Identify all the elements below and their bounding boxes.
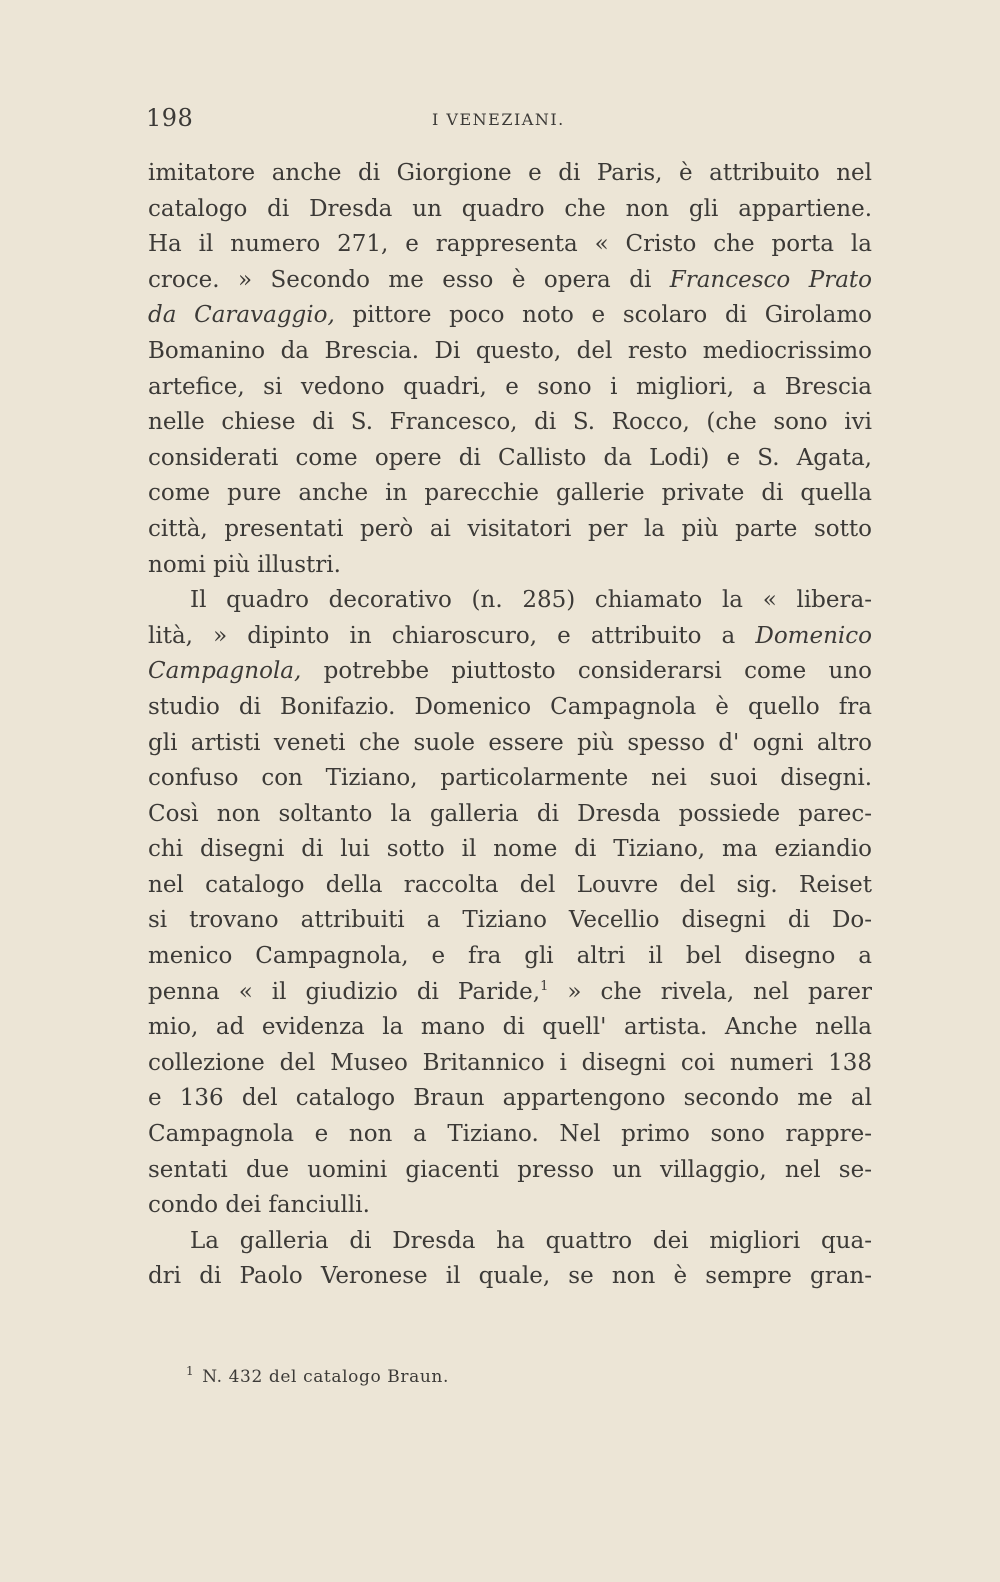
text-line: considerati come opere di Callisto da Lodi) e S. Agata,	[148, 444, 872, 471]
text-line: Ha il numero 271, e rappresenta « Cristo che porta la	[148, 231, 872, 258]
italic-name: da Caravaggio,	[148, 302, 335, 329]
italic-name: Francesco Prato	[669, 266, 872, 293]
footnote-mark: 1	[186, 1364, 195, 1378]
text-line: nomi più illustri.	[148, 551, 341, 578]
text-fragment: » che rivela, nel parer	[548, 978, 872, 1005]
footnote	[186, 1364, 449, 1387]
text-line: catalogo di Dresda un quadro che non gli appartiene.	[148, 195, 872, 222]
text-line: città, presentati però ai visitatori per la più parte sotto	[148, 515, 872, 542]
text-line: collezione del Museo Britannico i disegni coi numeri 138	[148, 1049, 872, 1076]
text-line: Bomanino da Brescia. Di questo, del resto mediocrissimo	[148, 337, 872, 364]
text-line: Campagnola e non a Tiziano. Nel primo sono rappre-	[148, 1121, 872, 1148]
text-line: mio, ad evidenza la mano di quell' artista. Anche nella	[148, 1014, 872, 1041]
text-line	[148, 975, 872, 1011]
text-line: confuso con Tiziano, particolarmente nei suoi disegni.	[148, 765, 872, 792]
text-line: La galleria di Dresda ha quattro dei migliori qua-	[190, 1227, 872, 1254]
italic-name: Campagnola,	[148, 658, 302, 685]
text-line: come pure anche in parecchie gallerie private di quella	[148, 480, 872, 507]
text-line	[148, 298, 872, 334]
text-line: chi disegni di lui sotto il nome di Tiziano, ma eziandio	[148, 836, 872, 863]
text-line	[148, 619, 872, 655]
text-line	[148, 654, 872, 690]
text-fragment: penna « il giudizio di Paride,	[148, 978, 541, 1005]
text-line: nelle chiese di S. Francesco, di S. Rocco, (che sono ivi	[148, 409, 872, 436]
text-line: artefice, si vedono quadri, e sono i migliori, a Brescia	[148, 373, 872, 400]
page-header	[146, 100, 872, 140]
text-line	[148, 263, 872, 299]
text-fragment: croce. » Secondo me esso è opera di	[148, 266, 670, 293]
text-line: e 136 del catalogo Braun appartengono secondo me al	[148, 1085, 872, 1112]
text-fragment: lità, » dipinto in chiaroscuro, e attribuito a	[148, 622, 756, 649]
text-line: sentati due uomini giacenti presso un villaggio, nel se-	[148, 1156, 872, 1183]
running-head: I VENEZIANI.	[432, 110, 565, 129]
italic-name: Domenico	[755, 622, 872, 649]
footnote-text: N. 432 del catalogo Braun.	[202, 1367, 449, 1387]
text-line: si trovano attribuiti a Tiziano Vecellio disegni di Do-	[148, 907, 872, 934]
text-line: nel catalogo della raccolta del Louvre del sig. Reiset	[148, 871, 872, 898]
text-fragment: pittore poco noto e scolaro di Girolamo	[334, 302, 872, 329]
footnote-reference: 1	[540, 978, 549, 994]
text-line: studio di Bonifazio. Domenico Campagnola è quello fra	[148, 693, 872, 720]
text-line: menico Campagnola, e fra gli altri il bel disegno a	[148, 943, 872, 970]
text-fragment: potrebbe piuttosto considerarsi come uno	[301, 658, 872, 685]
text-line: imitatore anche di Giorgione e di Paris, è attribuito nel	[148, 160, 872, 186]
text-line: Il quadro decorativo (n. 285) chiamato la « libera-	[190, 587, 872, 614]
text-line: gli artisti veneti che suole essere più spesso d' ogni altro	[148, 729, 872, 756]
text-line: condo dei fanciulli.	[148, 1192, 370, 1219]
body-text	[148, 156, 872, 1295]
text-line: Così non soltanto la galleria di Dresda possiede parec-	[148, 800, 872, 827]
text-line: dri di Paolo Veronese il quale, se non è sempre gran-	[148, 1263, 872, 1290]
page-number: 198	[146, 104, 194, 132]
